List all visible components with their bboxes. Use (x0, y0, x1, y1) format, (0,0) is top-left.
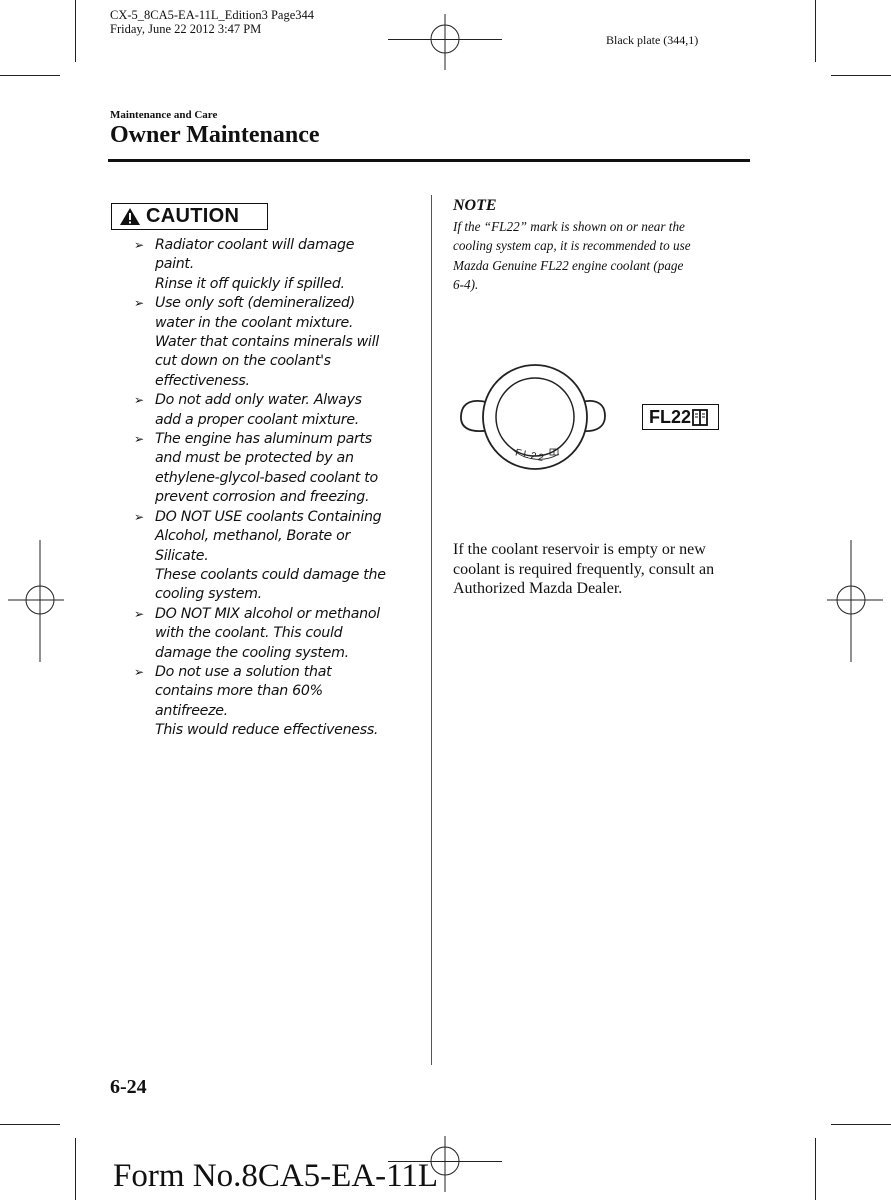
caution-line: Do not add only water. Always (155, 392, 362, 409)
radiator-cap-illustration (458, 362, 608, 474)
note-line: If the “FL22” mark is shown on or near the (453, 219, 685, 234)
body-line: Authorized Mazda Dealer. (453, 580, 623, 597)
caution-item (134, 663, 419, 741)
arrow-bullet-icon: ➢ (134, 509, 144, 524)
caution-line: Water that contains minerals will (155, 334, 379, 351)
caution-item (134, 430, 419, 508)
section-label: Maintenance and Care (110, 109, 218, 121)
caution-item (134, 508, 419, 605)
caution-line: add a proper coolant mixture. (155, 411, 359, 428)
print-info (110, 8, 314, 36)
caution-item (134, 391, 419, 430)
caution-line: Radiator coolant will damage (155, 237, 355, 253)
caution-line: This would reduce effectiveness. (155, 722, 379, 739)
caution-line: prevent corrosion and freezing. (155, 489, 370, 506)
page-number: 6-24 (110, 1076, 147, 1098)
arrow-bullet-icon: ➢ (134, 432, 144, 447)
caution-line: water in the coolant mixture. (155, 314, 354, 331)
note-line: Mazda Genuine FL22 engine coolant (page (453, 257, 684, 273)
arrow-bullet-icon: ➢ (134, 664, 144, 679)
note-line: 6-4). (453, 276, 479, 292)
fl22-badge (642, 404, 719, 430)
caution-line: Use only soft (demineralized) (155, 295, 355, 312)
caution-item (134, 294, 419, 391)
note-body (453, 217, 743, 294)
arrow-bullet-icon: ➢ (134, 393, 144, 408)
arrow-bullet-icon: ➢ (134, 606, 144, 621)
caution-line: Rinse it off quickly if spilled. (155, 275, 345, 292)
caution-line: The engine has aluminum parts (155, 431, 372, 448)
page-title: Owner Maintenance (110, 122, 320, 148)
cap-fl22-mark: FL22 (514, 447, 547, 465)
caution-label: CAUTION (146, 205, 240, 227)
column-divider (431, 195, 432, 1065)
registration-mark-top (425, 14, 465, 70)
fl22-badge-text: FL22 (649, 406, 692, 427)
arrow-bullet-icon: ➢ (134, 238, 144, 252)
caution-line: contains more than 60% (155, 683, 323, 700)
title-rule (108, 159, 750, 162)
body-paragraph (453, 540, 743, 599)
caution-line: DO NOT USE coolants Containing (155, 508, 382, 525)
book-icon (692, 409, 708, 426)
caution-line: damage the cooling system. (155, 644, 349, 661)
registration-mark-right (827, 540, 883, 662)
print-info-line: Friday, June 22 2012 3:47 PM (110, 22, 262, 36)
caution-line: Do not use a solution that (155, 663, 332, 680)
note-heading: NOTE (453, 197, 497, 214)
caution-line: effectiveness. (155, 372, 250, 389)
caution-line: with the coolant. This could (155, 625, 343, 642)
caution-line: and must be protected by an (155, 450, 354, 467)
body-line: coolant is required frequently, consult an (453, 560, 715, 578)
caution-line: DO NOT MIX alcohol or methanol (155, 605, 380, 622)
caution-line: cooling system. (155, 586, 262, 603)
plate-label: Black plate (344,1) (606, 33, 699, 47)
body-line: If the coolant reservoir is empty or new (453, 541, 706, 558)
caution-line: cut down on the coolant's (155, 353, 331, 370)
caution-list (134, 236, 419, 741)
caution-line: Alcohol, methanol, Borate or (155, 528, 351, 545)
caution-box (111, 203, 268, 230)
form-number: Form No.8CA5-EA-11L (113, 1158, 439, 1194)
note-line: cooling system cap, it is recommended to use (453, 238, 691, 254)
caution-item (134, 236, 419, 294)
caution-line: Silicate. (155, 547, 209, 564)
registration-mark-left (8, 540, 64, 662)
warning-icon (119, 207, 141, 226)
caution-line: These coolants could damage the (155, 566, 386, 583)
caution-line: paint. (155, 256, 194, 273)
caution-line: antifreeze. (155, 702, 228, 719)
print-info-line: CX-5_8CA5-EA-11L_Edition3 Page344 (110, 8, 315, 22)
caution-item (134, 605, 419, 663)
arrow-bullet-icon: ➢ (134, 296, 144, 311)
caution-line: ethylene-glycol-based coolant to (155, 469, 378, 486)
